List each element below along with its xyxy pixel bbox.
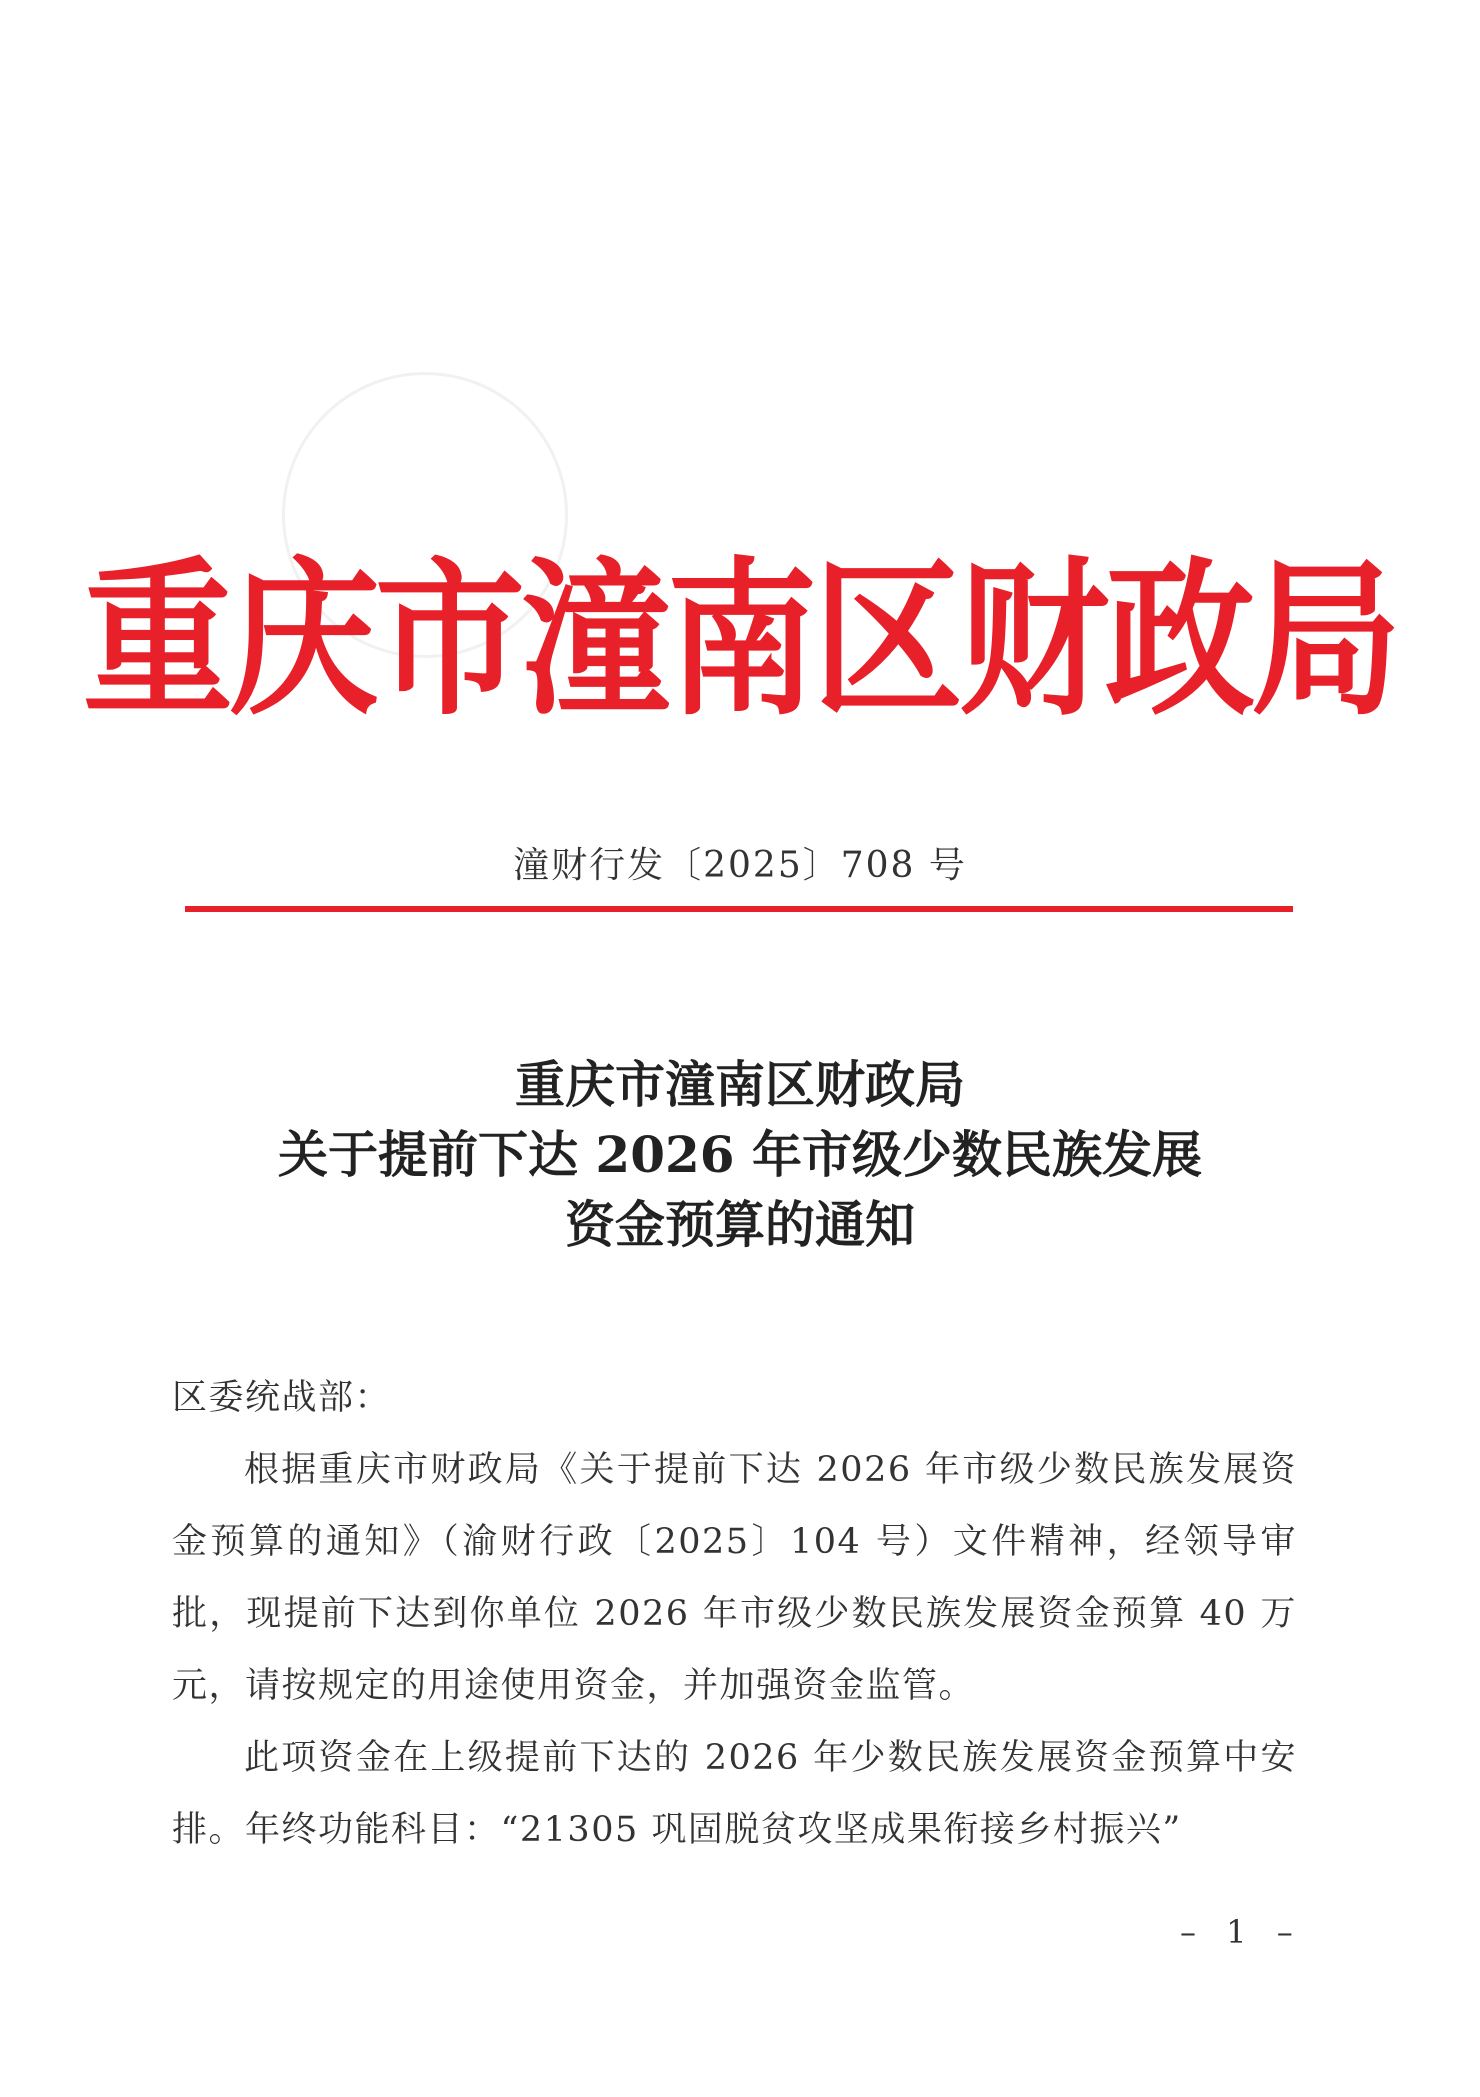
document-number: 潼财行发〔2025〕708 号	[513, 845, 967, 886]
notice-title-line-3: 资金预算的通知	[565, 1195, 915, 1254]
red-divider-line	[185, 906, 1293, 912]
page-number: – 1 –	[1180, 1913, 1303, 1951]
agency-header-title: 重庆市潼南区财政局	[82, 541, 1397, 739]
body-paragraph-1: 根据重庆市财政局《关于提前下达 2026 年市级少数民族发展资金预算的通知》（渝财行政〔2025〕104 号）文件精神，经领导审批，现提前下达到你单位 2026 年市级少数民族发展资金预算 40 万元，请按规定的用途使用资金，并加强资金监管。	[172, 1450, 1297, 1706]
notice-title-line-2: 关于提前下达 2026 年市级少数民族发展	[278, 1125, 1202, 1184]
notice-title-line-1: 重庆市潼南区财政局	[515, 1055, 965, 1114]
notice-title	[0, 1050, 1480, 1260]
salutation: 区委统战部：	[172, 1378, 392, 1418]
body-paragraph-2: 此项资金在上级提前下达的 2026 年少数民族发展资金预算中安排。年终功能科目：“21305 巩固脱贫攻坚成果衔接乡村振兴”	[172, 1738, 1297, 1850]
notice-body	[172, 1362, 1297, 1866]
